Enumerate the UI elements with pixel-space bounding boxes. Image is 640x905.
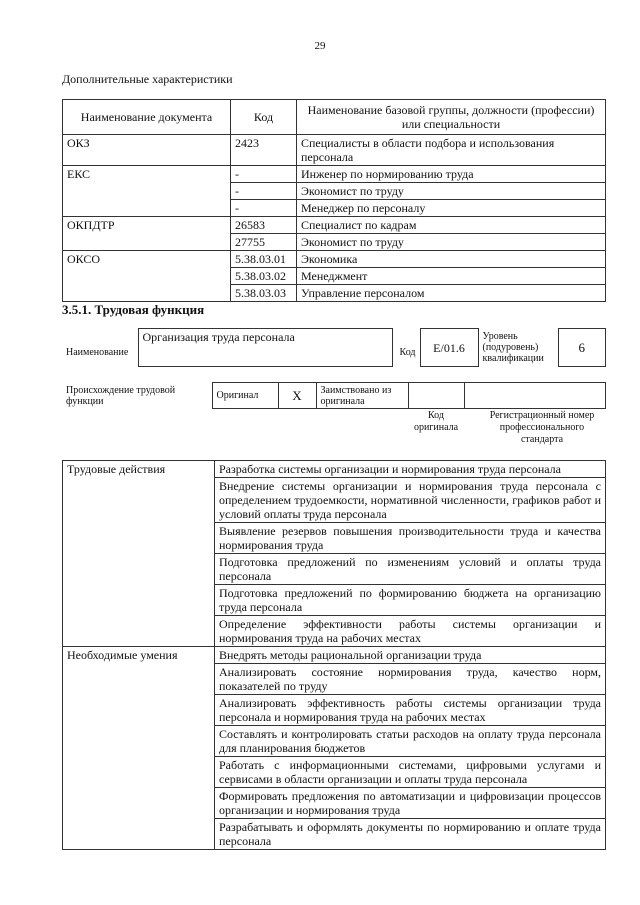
name-cell: Инженер по нормированию труда: [297, 166, 606, 183]
actions-label: Трудовые действия: [63, 461, 215, 647]
name-cell: Экономист по труду: [297, 183, 606, 200]
list-item: Анализировать состояние нормирования труда, качество норм, показателей по труду: [215, 664, 606, 695]
level-label: Уровень (подуровень) квалификации: [482, 331, 544, 364]
code-cell: 5.38.03.02: [231, 268, 297, 285]
name-cell: Менеджер по персоналу: [297, 200, 606, 217]
doc-okpdtr: ОКПДТР: [63, 217, 231, 251]
code-cell: 5.38.03.01: [231, 251, 297, 268]
borrowed-label: Заимствовано из оригинала: [316, 383, 408, 409]
code-label: Код: [399, 346, 416, 358]
code-cell: 2423: [231, 135, 297, 166]
code-cell: 5.38.03.03: [231, 285, 297, 302]
characteristics-table: [62, 99, 606, 302]
code-cell: -: [231, 166, 297, 183]
code-cell: -: [231, 200, 297, 217]
origin-label: Происхождение трудовой функции: [66, 384, 176, 407]
function-name-table: [62, 328, 606, 367]
duties-table: [62, 460, 606, 850]
list-item: Формировать предложения по автоматизации и цифровизации процессов организации и нормирования труда: [215, 788, 606, 819]
name-cell: Экономика: [297, 251, 606, 268]
header-code: Код: [231, 100, 297, 135]
additional-title: Дополнительные характеристики: [62, 72, 233, 86]
name-cell: Специалисты в области подбора и использования персонала: [297, 135, 606, 166]
page-number: 29: [314, 40, 326, 52]
origin-table: [62, 382, 606, 409]
code-cell: 26583: [231, 217, 297, 234]
list-item: Разработка системы организации и нормирования труда персонала: [215, 461, 606, 478]
table-row: [63, 647, 606, 664]
table-row: [63, 166, 606, 183]
table-row: [63, 135, 606, 166]
table-row: [63, 461, 606, 478]
orig-code-caption: Код оригинала: [413, 410, 459, 433]
list-item: Составлять и контролировать статьи расходов на оплату труда персонала для планирования бюджетов: [215, 726, 606, 757]
list-item: Внедрять методы рациональной организации труда: [215, 647, 606, 664]
original-mark: X: [278, 383, 316, 409]
list-item: Выявление резервов повышения производительности труда и качества нормирования труда: [215, 523, 606, 554]
reg-caption: Регистрационный номер профессионального стандарта: [489, 410, 595, 445]
reg-number-cell: [464, 383, 606, 409]
table-header-row: [63, 100, 606, 135]
level-value: 6: [558, 329, 606, 367]
list-item: Определение эффективности работы системы организации и нормирования труда на рабочих местах: [215, 616, 606, 647]
name-cell: Управление персоналом: [297, 285, 606, 302]
name-cell: Специалист по кадрам: [297, 217, 606, 234]
original-label: Оригинал: [212, 383, 278, 409]
skills-label: Необходимые умения: [63, 647, 215, 850]
doc-eks: ЕКС: [63, 166, 231, 217]
doc-okz: ОКЗ: [63, 135, 231, 166]
orig-code-cell: [408, 383, 464, 409]
list-item: Работать с информационными системами, цифровыми услугами и сервисами в области организации и оплаты труда персонала: [215, 757, 606, 788]
code-cell: -: [231, 183, 297, 200]
name-cell: Экономист по труду: [297, 234, 606, 251]
code-value: E/01.6: [420, 329, 478, 367]
function-title: 3.5.1. Трудовая функция: [62, 302, 205, 317]
name-value: Организация труда персонала: [138, 329, 392, 367]
list-item: Внедрение системы организации и нормирования труда персонала с определением трудоемкости, нормативной численности, графиков работ и условий оплаты труда персонала: [215, 478, 606, 523]
list-item: Анализировать эффективность работы системы организации труда персонала и нормирования труда на рабочих местах: [215, 695, 606, 726]
list-item: Подготовка предложений по изменениям условий и оплаты труда персонала: [215, 554, 606, 585]
name-cell: Менеджмент: [297, 268, 606, 285]
table-row: [63, 251, 606, 268]
list-item: Разрабатывать и оформлять документы по нормированию и оплате труда персонала: [215, 819, 606, 850]
table-row: [63, 217, 606, 234]
header-doc: Наименование документа: [63, 100, 231, 135]
header-name: Наименование базовой группы, должности (профессии) или специальности: [297, 100, 606, 135]
code-cell: 27755: [231, 234, 297, 251]
doc-okso: ОКСО: [63, 251, 231, 302]
name-label: Наименование: [66, 346, 129, 358]
list-item: Подготовка предложений по формированию бюджета на организацию труда персонала: [215, 585, 606, 616]
